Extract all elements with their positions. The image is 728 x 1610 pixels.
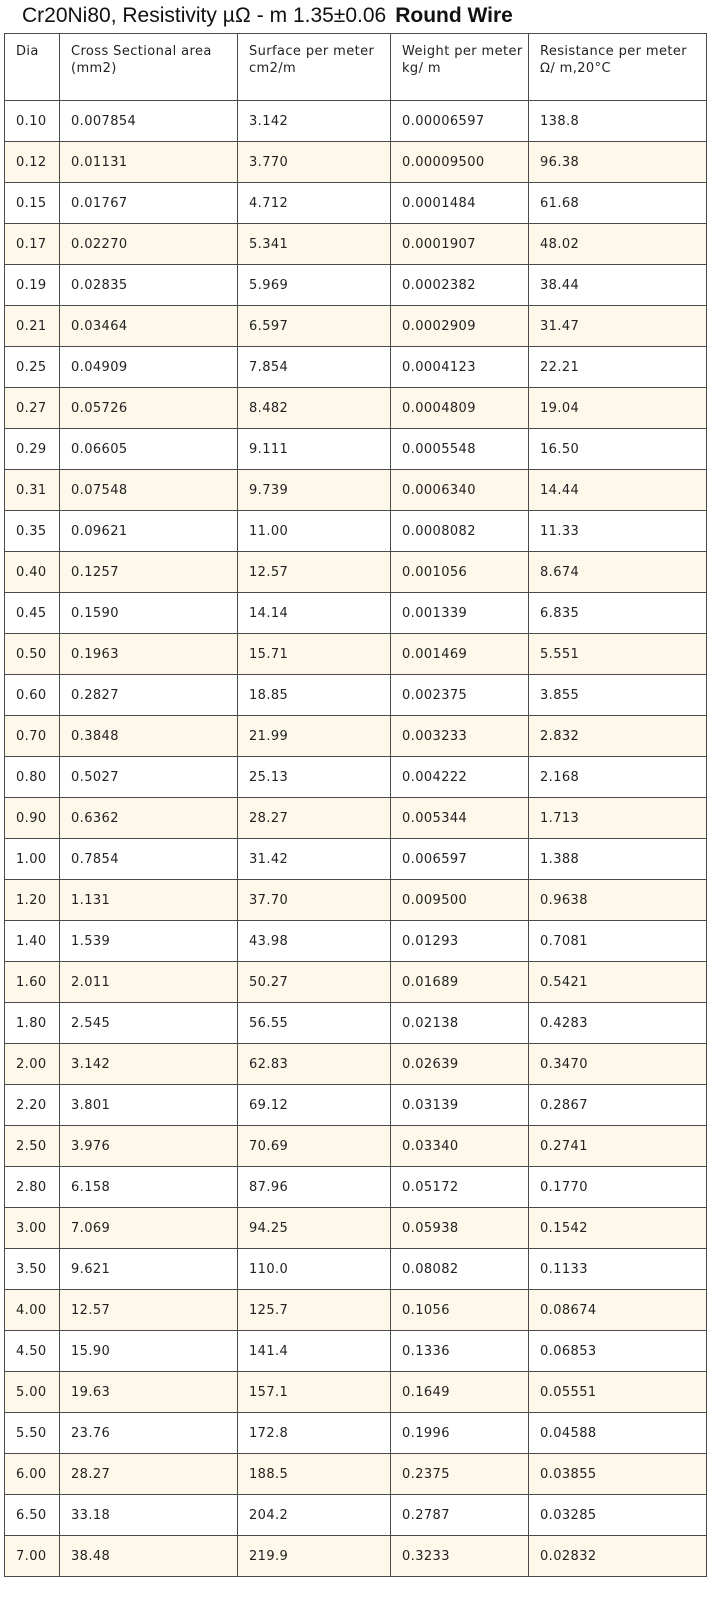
cell-resistance-per-meter: 0.02832 — [529, 1536, 707, 1577]
cell-resistance-per-meter: 11.33 — [529, 511, 707, 552]
cell-cross-sectional-area: 28.27 — [60, 1454, 238, 1495]
cell-surface-per-meter: 37.70 — [238, 880, 391, 921]
page-title — [0, 0, 728, 32]
cell-weight-per-meter: 0.0008082 — [391, 511, 529, 552]
cell-cross-sectional-area: 3.976 — [60, 1126, 238, 1167]
cell-cross-sectional-area: 0.1590 — [60, 593, 238, 634]
cell-dia: 0.29 — [5, 429, 60, 470]
cell-resistance-per-meter: 0.06853 — [529, 1331, 707, 1372]
cell-surface-per-meter: 9.111 — [238, 429, 391, 470]
cell-surface-per-meter: 110.0 — [238, 1249, 391, 1290]
cell-weight-per-meter: 0.0002382 — [391, 265, 529, 306]
cell-dia: 5.50 — [5, 1413, 60, 1454]
header-weight-per-meter: Weight per meter kg/ m — [391, 34, 529, 101]
cell-surface-per-meter: 62.83 — [238, 1044, 391, 1085]
cell-surface-per-meter: 188.5 — [238, 1454, 391, 1495]
cell-weight-per-meter: 0.004222 — [391, 757, 529, 798]
cell-dia: 0.70 — [5, 716, 60, 757]
table-row — [5, 675, 707, 716]
cell-dia: 0.17 — [5, 224, 60, 265]
cell-dia: 0.90 — [5, 798, 60, 839]
cell-weight-per-meter: 0.2787 — [391, 1495, 529, 1536]
round-wire-table — [4, 33, 707, 1577]
cell-resistance-per-meter: 1.388 — [529, 839, 707, 880]
cell-weight-per-meter: 0.1336 — [391, 1331, 529, 1372]
table-row — [5, 306, 707, 347]
cell-weight-per-meter: 0.2375 — [391, 1454, 529, 1495]
table-row — [5, 880, 707, 921]
title-material-resistivity: Cr20Ni80, Resistivity µΩ - m 1.35±0.06 — [22, 4, 387, 27]
cell-cross-sectional-area: 0.07548 — [60, 470, 238, 511]
cell-resistance-per-meter: 2.168 — [529, 757, 707, 798]
table-row — [5, 1126, 707, 1167]
cell-cross-sectional-area: 0.04909 — [60, 347, 238, 388]
cell-surface-per-meter: 25.13 — [238, 757, 391, 798]
cell-cross-sectional-area: 0.7854 — [60, 839, 238, 880]
cell-weight-per-meter: 0.002375 — [391, 675, 529, 716]
cell-cross-sectional-area: 3.801 — [60, 1085, 238, 1126]
cell-cross-sectional-area: 23.76 — [60, 1413, 238, 1454]
table-row — [5, 429, 707, 470]
cell-cross-sectional-area: 15.90 — [60, 1331, 238, 1372]
cell-cross-sectional-area: 0.01131 — [60, 142, 238, 183]
cell-weight-per-meter: 0.001056 — [391, 552, 529, 593]
cell-dia: 1.60 — [5, 962, 60, 1003]
cell-dia: 0.25 — [5, 347, 60, 388]
cell-surface-per-meter: 5.969 — [238, 265, 391, 306]
cell-resistance-per-meter: 0.2741 — [529, 1126, 707, 1167]
table-header — [5, 34, 707, 101]
table-row — [5, 962, 707, 1003]
cell-resistance-per-meter: 0.7081 — [529, 921, 707, 962]
cell-surface-per-meter: 157.1 — [238, 1372, 391, 1413]
cell-dia: 0.12 — [5, 142, 60, 183]
cell-resistance-per-meter: 0.9638 — [529, 880, 707, 921]
cell-surface-per-meter: 69.12 — [238, 1085, 391, 1126]
table-row — [5, 921, 707, 962]
cell-dia: 6.00 — [5, 1454, 60, 1495]
cell-cross-sectional-area: 7.069 — [60, 1208, 238, 1249]
cell-resistance-per-meter: 31.47 — [529, 306, 707, 347]
cell-resistance-per-meter: 0.1770 — [529, 1167, 707, 1208]
cell-weight-per-meter: 0.0001907 — [391, 224, 529, 265]
cell-resistance-per-meter: 0.03285 — [529, 1495, 707, 1536]
cell-dia: 0.45 — [5, 593, 60, 634]
cell-weight-per-meter: 0.08082 — [391, 1249, 529, 1290]
table-row — [5, 593, 707, 634]
cell-weight-per-meter: 0.0002909 — [391, 306, 529, 347]
cell-cross-sectional-area: 38.48 — [60, 1536, 238, 1577]
table-row — [5, 1536, 707, 1577]
cell-weight-per-meter: 0.02138 — [391, 1003, 529, 1044]
cell-surface-per-meter: 56.55 — [238, 1003, 391, 1044]
cell-cross-sectional-area: 1.539 — [60, 921, 238, 962]
cell-resistance-per-meter: 0.05551 — [529, 1372, 707, 1413]
table-row — [5, 634, 707, 675]
cell-weight-per-meter: 0.3233 — [391, 1536, 529, 1577]
table-row — [5, 101, 707, 142]
cell-resistance-per-meter: 0.08674 — [529, 1290, 707, 1331]
header-cross-sectional-area: Cross Sectional area (mm2) — [60, 34, 238, 101]
cell-surface-per-meter: 141.4 — [238, 1331, 391, 1372]
cell-cross-sectional-area: 0.007854 — [60, 101, 238, 142]
cell-surface-per-meter: 31.42 — [238, 839, 391, 880]
cell-dia: 1.40 — [5, 921, 60, 962]
cell-surface-per-meter: 11.00 — [238, 511, 391, 552]
cell-weight-per-meter: 0.01689 — [391, 962, 529, 1003]
cell-weight-per-meter: 0.1056 — [391, 1290, 529, 1331]
header-row — [5, 34, 707, 101]
cell-dia: 7.00 — [5, 1536, 60, 1577]
cell-dia: 1.00 — [5, 839, 60, 880]
cell-resistance-per-meter: 0.4283 — [529, 1003, 707, 1044]
cell-cross-sectional-area: 6.158 — [60, 1167, 238, 1208]
title-wire-type: Round Wire — [395, 4, 513, 27]
table-row — [5, 1085, 707, 1126]
cell-dia: 0.10 — [5, 101, 60, 142]
cell-cross-sectional-area: 0.05726 — [60, 388, 238, 429]
cell-dia: 6.50 — [5, 1495, 60, 1536]
cell-cross-sectional-area: 1.131 — [60, 880, 238, 921]
cell-cross-sectional-area: 3.142 — [60, 1044, 238, 1085]
table-row — [5, 142, 707, 183]
cell-weight-per-meter: 0.001339 — [391, 593, 529, 634]
cell-resistance-per-meter: 0.5421 — [529, 962, 707, 1003]
table-row — [5, 552, 707, 593]
table-row — [5, 470, 707, 511]
cell-resistance-per-meter: 6.835 — [529, 593, 707, 634]
cell-dia: 3.50 — [5, 1249, 60, 1290]
table-row — [5, 1290, 707, 1331]
cell-weight-per-meter: 0.01293 — [391, 921, 529, 962]
cell-surface-per-meter: 8.482 — [238, 388, 391, 429]
cell-weight-per-meter: 0.0001484 — [391, 183, 529, 224]
cell-resistance-per-meter: 0.1542 — [529, 1208, 707, 1249]
cell-surface-per-meter: 219.9 — [238, 1536, 391, 1577]
table-row — [5, 1249, 707, 1290]
cell-cross-sectional-area: 0.09621 — [60, 511, 238, 552]
cell-dia: 0.80 — [5, 757, 60, 798]
cell-surface-per-meter: 28.27 — [238, 798, 391, 839]
cell-weight-per-meter: 0.1996 — [391, 1413, 529, 1454]
cell-cross-sectional-area: 0.6362 — [60, 798, 238, 839]
table-row — [5, 388, 707, 429]
cell-dia: 3.00 — [5, 1208, 60, 1249]
header-resistance-per-meter: Resistance per meter Ω/ m,20°C — [529, 34, 707, 101]
cell-cross-sectional-area: 0.2827 — [60, 675, 238, 716]
cell-dia: 0.40 — [5, 552, 60, 593]
table-row — [5, 1003, 707, 1044]
cell-weight-per-meter: 0.03340 — [391, 1126, 529, 1167]
table-row — [5, 183, 707, 224]
table-row — [5, 1454, 707, 1495]
table-body — [5, 101, 707, 1577]
header-surface-per-meter: Surface per meter cm2/m — [238, 34, 391, 101]
cell-surface-per-meter: 3.770 — [238, 142, 391, 183]
cell-resistance-per-meter: 96.38 — [529, 142, 707, 183]
cell-weight-per-meter: 0.009500 — [391, 880, 529, 921]
cell-weight-per-meter: 0.02639 — [391, 1044, 529, 1085]
cell-dia: 0.50 — [5, 634, 60, 675]
header-dia: Dia — [5, 34, 60, 101]
cell-resistance-per-meter: 8.674 — [529, 552, 707, 593]
cell-cross-sectional-area: 2.011 — [60, 962, 238, 1003]
cell-dia: 1.20 — [5, 880, 60, 921]
table-row — [5, 1044, 707, 1085]
cell-weight-per-meter: 0.05938 — [391, 1208, 529, 1249]
cell-dia: 1.80 — [5, 1003, 60, 1044]
cell-resistance-per-meter: 48.02 — [529, 224, 707, 265]
cell-weight-per-meter: 0.03139 — [391, 1085, 529, 1126]
table-row — [5, 1167, 707, 1208]
cell-resistance-per-meter: 5.551 — [529, 634, 707, 675]
cell-resistance-per-meter: 0.3470 — [529, 1044, 707, 1085]
table-row — [5, 839, 707, 880]
cell-dia: 0.21 — [5, 306, 60, 347]
table-row — [5, 224, 707, 265]
cell-resistance-per-meter: 0.03855 — [529, 1454, 707, 1495]
cell-cross-sectional-area: 33.18 — [60, 1495, 238, 1536]
cell-surface-per-meter: 12.57 — [238, 552, 391, 593]
cell-surface-per-meter: 87.96 — [238, 1167, 391, 1208]
cell-dia: 0.31 — [5, 470, 60, 511]
cell-surface-per-meter: 172.8 — [238, 1413, 391, 1454]
cell-weight-per-meter: 0.006597 — [391, 839, 529, 880]
cell-surface-per-meter: 6.597 — [238, 306, 391, 347]
cell-dia: 5.00 — [5, 1372, 60, 1413]
cell-resistance-per-meter: 0.2867 — [529, 1085, 707, 1126]
cell-dia: 0.15 — [5, 183, 60, 224]
table-row — [5, 716, 707, 757]
cell-resistance-per-meter: 2.832 — [529, 716, 707, 757]
cell-cross-sectional-area: 0.5027 — [60, 757, 238, 798]
cell-surface-per-meter: 7.854 — [238, 347, 391, 388]
cell-resistance-per-meter: 3.855 — [529, 675, 707, 716]
cell-surface-per-meter: 9.739 — [238, 470, 391, 511]
cell-resistance-per-meter: 0.04588 — [529, 1413, 707, 1454]
cell-surface-per-meter: 3.142 — [238, 101, 391, 142]
cell-surface-per-meter: 14.14 — [238, 593, 391, 634]
cell-cross-sectional-area: 0.01767 — [60, 183, 238, 224]
cell-cross-sectional-area: 9.621 — [60, 1249, 238, 1290]
cell-surface-per-meter: 125.7 — [238, 1290, 391, 1331]
cell-weight-per-meter: 0.0004123 — [391, 347, 529, 388]
cell-surface-per-meter: 15.71 — [238, 634, 391, 675]
cell-resistance-per-meter: 138.8 — [529, 101, 707, 142]
cell-dia: 4.00 — [5, 1290, 60, 1331]
cell-resistance-per-meter: 61.68 — [529, 183, 707, 224]
cell-cross-sectional-area: 0.03464 — [60, 306, 238, 347]
cell-dia: 0.19 — [5, 265, 60, 306]
cell-surface-per-meter: 5.341 — [238, 224, 391, 265]
cell-dia: 0.60 — [5, 675, 60, 716]
cell-dia: 2.80 — [5, 1167, 60, 1208]
cell-resistance-per-meter: 38.44 — [529, 265, 707, 306]
table-row — [5, 265, 707, 306]
cell-cross-sectional-area: 0.02270 — [60, 224, 238, 265]
cell-resistance-per-meter: 22.21 — [529, 347, 707, 388]
cell-weight-per-meter: 0.00009500 — [391, 142, 529, 183]
cell-surface-per-meter: 21.99 — [238, 716, 391, 757]
table-row — [5, 757, 707, 798]
cell-surface-per-meter: 4.712 — [238, 183, 391, 224]
cell-dia: 0.27 — [5, 388, 60, 429]
cell-weight-per-meter: 0.0005548 — [391, 429, 529, 470]
cell-surface-per-meter: 204.2 — [238, 1495, 391, 1536]
cell-weight-per-meter: 0.001469 — [391, 634, 529, 675]
cell-cross-sectional-area: 0.1963 — [60, 634, 238, 675]
table-row — [5, 1495, 707, 1536]
table-row — [5, 1413, 707, 1454]
cell-weight-per-meter: 0.005344 — [391, 798, 529, 839]
cell-cross-sectional-area: 0.06605 — [60, 429, 238, 470]
cell-weight-per-meter: 0.00006597 — [391, 101, 529, 142]
cell-surface-per-meter: 94.25 — [238, 1208, 391, 1249]
cell-dia: 2.20 — [5, 1085, 60, 1126]
cell-dia: 2.00 — [5, 1044, 60, 1085]
table-row — [5, 1331, 707, 1372]
cell-cross-sectional-area: 0.1257 — [60, 552, 238, 593]
cell-weight-per-meter: 0.0006340 — [391, 470, 529, 511]
cell-resistance-per-meter: 16.50 — [529, 429, 707, 470]
cell-surface-per-meter: 43.98 — [238, 921, 391, 962]
cell-cross-sectional-area: 12.57 — [60, 1290, 238, 1331]
cell-cross-sectional-area: 0.02835 — [60, 265, 238, 306]
cell-resistance-per-meter: 1.713 — [529, 798, 707, 839]
cell-surface-per-meter: 70.69 — [238, 1126, 391, 1167]
cell-weight-per-meter: 0.1649 — [391, 1372, 529, 1413]
table-row — [5, 1372, 707, 1413]
cell-weight-per-meter: 0.0004809 — [391, 388, 529, 429]
cell-dia: 0.35 — [5, 511, 60, 552]
cell-resistance-per-meter: 14.44 — [529, 470, 707, 511]
table-row — [5, 511, 707, 552]
cell-weight-per-meter: 0.003233 — [391, 716, 529, 757]
cell-dia: 4.50 — [5, 1331, 60, 1372]
table-row — [5, 1208, 707, 1249]
cell-cross-sectional-area: 19.63 — [60, 1372, 238, 1413]
cell-resistance-per-meter: 0.1133 — [529, 1249, 707, 1290]
cell-weight-per-meter: 0.05172 — [391, 1167, 529, 1208]
cell-surface-per-meter: 18.85 — [238, 675, 391, 716]
cell-resistance-per-meter: 19.04 — [529, 388, 707, 429]
table-row — [5, 798, 707, 839]
cell-surface-per-meter: 50.27 — [238, 962, 391, 1003]
cell-dia: 2.50 — [5, 1126, 60, 1167]
table-row — [5, 347, 707, 388]
cell-cross-sectional-area: 2.545 — [60, 1003, 238, 1044]
cell-cross-sectional-area: 0.3848 — [60, 716, 238, 757]
